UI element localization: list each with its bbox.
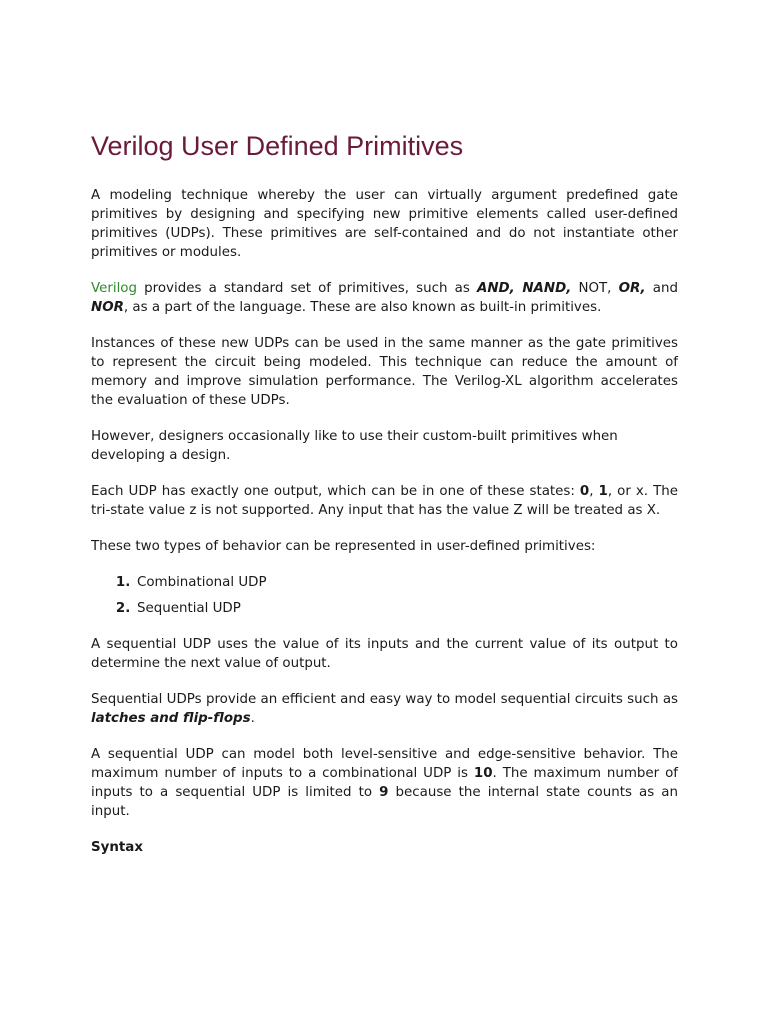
list-item: 1. Combinational UDP (135, 573, 678, 592)
max-sequential-inputs: 9 (379, 785, 389, 800)
text-span: , (589, 484, 599, 499)
list-item: 2. Sequential UDP (135, 599, 678, 618)
text-span: provides a standard set of primitives, such as (137, 281, 477, 296)
udp-types-list (91, 573, 678, 618)
emphasis-latches: latches and flip-flops (91, 711, 251, 726)
page-title: Verilog User Defined Primitives (91, 131, 464, 161)
text-span: , or x. The tri-state value z is not supported. Any input that has the value Z will be treated as X. (91, 484, 678, 518)
text-span: , as a part of the language. These are also known as built-in primitives. (123, 300, 602, 315)
document-page (91, 128, 678, 874)
output-states-paragraph (91, 482, 678, 520)
text-span: Each UDP has exactly one output, which can be in one of these states: (91, 484, 580, 499)
sequential-udp-paragraph: A sequential UDP uses the value of its inputs and the current value of its output to determine the next value of output. (91, 637, 678, 671)
text-span: and (645, 281, 678, 296)
text-span: A sequential UDP can model both level-sensitive and edge-sensitive behavior. The maximum number of inputs to a combinational UDP is (91, 747, 678, 781)
max-combinational-inputs: 10 (473, 766, 493, 781)
text-span: . The maximum number of inputs to a sequential UDP is limited to (91, 766, 678, 800)
builtin-primitives-paragraph (91, 279, 678, 317)
behavior-types-paragraph: These two types of behavior can be represented in user-defined primitives: (91, 539, 596, 554)
latches-paragraph (91, 690, 678, 728)
max-inputs-paragraph (91, 745, 678, 821)
instances-paragraph: Instances of these new UDPs can be used in the same manner as the gate primitives to represent the circuit being modeled. This technique can reduce the amount of memory and improve simulation performance. The Verilog-XL algorithm accelerates the evaluation of these UDPs. (91, 336, 678, 408)
emphasis-nor: NOR (91, 300, 124, 315)
text-span: . (250, 711, 255, 726)
emphasis-or: OR, (618, 281, 646, 296)
syntax-heading: Syntax (91, 840, 143, 855)
emphasis-and-nand: AND, NAND, (476, 281, 572, 296)
designers-paragraph: However, designers occasionally like to use their custom-built primitives when developing a design. (91, 429, 618, 463)
verilog-link[interactable]: Verilog (91, 281, 137, 296)
state-one: 1 (598, 484, 608, 499)
text-span: because the internal state counts as an input. (91, 785, 678, 819)
state-zero: 0 (579, 484, 590, 499)
text-span: NOT, (571, 281, 619, 296)
intro-paragraph: A modeling technique whereby the user can virtually argument predefined gate primitives by designing and specifying new primitive elements called user-defined primitives (UDPs). These primitives are self-contained and do not instantiate other primitives or modules. (91, 188, 678, 260)
text-span: Sequential UDPs provide an efficient and easy way to model sequential circuits such as (91, 692, 678, 707)
